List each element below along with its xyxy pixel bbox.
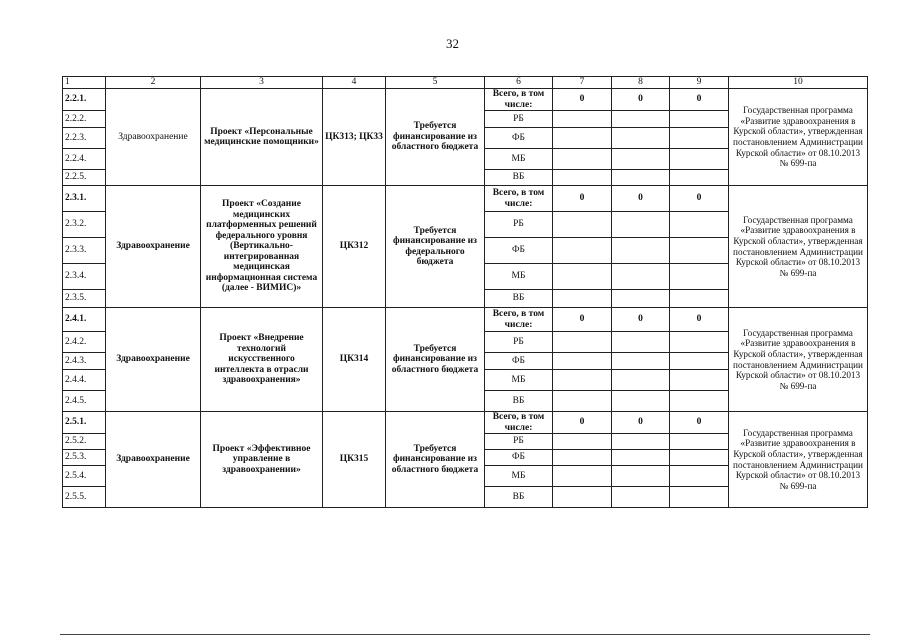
value-cell (553, 370, 612, 391)
source-cell: ФБ (485, 238, 553, 264)
row-index: 2.4.3. (63, 353, 106, 370)
value-cell (612, 353, 670, 370)
row-index: 2.3.4. (63, 264, 106, 290)
value-cell (553, 111, 612, 128)
value-cell (553, 391, 612, 412)
row-index: 2.5.2. (63, 434, 106, 450)
row-index: 2.5.5. (63, 487, 106, 508)
value-cell (553, 264, 612, 290)
column-number: 5 (386, 77, 485, 89)
project-cell: Проект «Создание медицинских платформенных решений федерального уровня (Вертикально-интегрированная медицинская информационная система (далее - ВИМИС)» (201, 186, 323, 308)
source-cell: РБ (485, 212, 553, 238)
value-cell (553, 466, 612, 487)
row-index: 2.4.1. (63, 308, 106, 332)
table-row (63, 412, 868, 434)
value-cell (553, 212, 612, 238)
column-number: 1 (63, 77, 106, 89)
basis-cell: Государственная программа «Развитие здравоохранения в Курской области», утвержденная постановлением Администрации Курской области» от 08.10.2013 № 699-па (729, 89, 868, 186)
value-cell (670, 353, 729, 370)
row-index: 2.4.2. (63, 332, 106, 353)
value-cell: 0 (612, 412, 670, 434)
row-index: 2.2.1. (63, 89, 106, 111)
source-cell: ФБ (485, 353, 553, 370)
bottom-rule (60, 634, 870, 635)
source-cell: ФБ (485, 128, 553, 149)
column-number: 4 (323, 77, 386, 89)
financing-cell: Требуется финансирование из областного бюджета (386, 89, 485, 186)
sphere-cell: Здравоохранение (106, 412, 201, 508)
row-index: 2.4.5. (63, 391, 106, 412)
value-cell: 0 (670, 186, 729, 212)
value-cell (670, 370, 729, 391)
column-number: 7 (553, 77, 612, 89)
value-cell (553, 128, 612, 149)
value-cell: 0 (670, 89, 729, 111)
value-cell (612, 238, 670, 264)
value-cell: 0 (553, 186, 612, 212)
header-row (63, 77, 868, 89)
column-number: 10 (729, 77, 868, 89)
value-cell (553, 487, 612, 508)
row-index: 2.5.4. (63, 466, 106, 487)
value-cell (612, 128, 670, 149)
row-index: 2.5.3. (63, 450, 106, 466)
value-cell (670, 170, 729, 186)
column-number: 9 (670, 77, 729, 89)
column-number: 6 (485, 77, 553, 89)
source-cell: Всего, в том числе: (485, 89, 553, 111)
value-cell: 0 (670, 308, 729, 332)
source-cell: ВБ (485, 487, 553, 508)
code-cell: ЦК313; ЦК33 (323, 89, 386, 186)
row-index: 2.2.4. (63, 149, 106, 170)
sphere-cell: Здравоохранение (106, 186, 201, 308)
column-number: 3 (201, 77, 323, 89)
basis-cell: Государственная программа «Развитие здравоохранения в Курской области», утвержденная постановлением Администрации Курской области» от 08.10.2013 № 699-па (729, 308, 868, 412)
table-row (63, 308, 868, 332)
project-cell: Проект «Персональные медицинские помощники» (201, 89, 323, 186)
value-cell: 0 (612, 308, 670, 332)
row-index: 2.2.5. (63, 170, 106, 186)
value-cell (553, 238, 612, 264)
value-cell: 0 (553, 89, 612, 111)
source-cell: ВБ (485, 391, 553, 412)
source-cell: МБ (485, 264, 553, 290)
financing-cell: Требуется финансирование из областного бюджета (386, 308, 485, 412)
row-index: 2.3.2. (63, 212, 106, 238)
basis-cell: Государственная программа «Развитие здравоохранения в Курской области», утвержденная постановлением Администрации Курской области» от 08.10.2013 № 699-па (729, 186, 868, 308)
value-cell (612, 466, 670, 487)
source-cell: Всего, в том числе: (485, 308, 553, 332)
value-cell (670, 264, 729, 290)
sphere-cell: Здравоохранение (106, 89, 201, 186)
value-cell (553, 434, 612, 450)
table-row (63, 186, 868, 212)
value-cell (553, 170, 612, 186)
source-cell: РБ (485, 434, 553, 450)
source-cell: РБ (485, 332, 553, 353)
financing-cell: Требуется финансирование из федерального бюджета (386, 186, 485, 308)
financing-cell: Требуется финансирование из областного бюджета (386, 412, 485, 508)
source-cell: ФБ (485, 450, 553, 466)
value-cell (612, 370, 670, 391)
source-cell: РБ (485, 111, 553, 128)
value-cell (553, 353, 612, 370)
value-cell (553, 450, 612, 466)
value-cell (670, 111, 729, 128)
value-cell: 0 (553, 412, 612, 434)
value-cell (553, 149, 612, 170)
value-cell (612, 391, 670, 412)
source-cell: ВБ (485, 290, 553, 308)
value-cell: 0 (612, 186, 670, 212)
value-cell (612, 434, 670, 450)
value-cell (612, 332, 670, 353)
column-number: 8 (612, 77, 670, 89)
value-cell (670, 149, 729, 170)
value-cell (670, 238, 729, 264)
value-cell (670, 434, 729, 450)
source-cell: МБ (485, 466, 553, 487)
value-cell (553, 290, 612, 308)
table-row (63, 89, 868, 111)
value-cell: 0 (553, 308, 612, 332)
source-cell: Всего, в том числе: (485, 412, 553, 434)
value-cell (612, 149, 670, 170)
source-cell: Всего, в том числе: (485, 186, 553, 212)
sphere-cell: Здравоохранение (106, 308, 201, 412)
value-cell (670, 391, 729, 412)
project-cell: Проект «Внедрение технологий искусственного интеллекта в отрасли здравоохранения» (201, 308, 323, 412)
page-number: 32 (446, 36, 459, 51)
value-cell (670, 290, 729, 308)
code-cell: ЦК312 (323, 186, 386, 308)
source-cell: МБ (485, 149, 553, 170)
source-cell: МБ (485, 370, 553, 391)
project-cell: Проект «Эффективное управление в здравоохранении» (201, 412, 323, 508)
value-cell (612, 212, 670, 238)
value-cell (670, 466, 729, 487)
row-index: 2.3.5. (63, 290, 106, 308)
program-table (62, 76, 868, 508)
column-number: 2 (106, 77, 201, 89)
row-index: 2.4.4. (63, 370, 106, 391)
row-index: 2.5.1. (63, 412, 106, 434)
value-cell (670, 212, 729, 238)
value-cell (612, 450, 670, 466)
value-cell (553, 332, 612, 353)
value-cell: 0 (670, 412, 729, 434)
value-cell (612, 290, 670, 308)
value-cell (670, 487, 729, 508)
row-index: 2.2.2. (63, 111, 106, 128)
code-cell: ЦК314 (323, 308, 386, 412)
code-cell: ЦК315 (323, 412, 386, 508)
value-cell (670, 128, 729, 149)
row-index: 2.2.3. (63, 128, 106, 149)
value-cell (670, 332, 729, 353)
value-cell (612, 170, 670, 186)
value-cell (612, 111, 670, 128)
source-cell: ВБ (485, 170, 553, 186)
basis-cell: Государственная программа «Развитие здравоохранения в Курской области», утвержденная постановлением Администрации Курской области» от 08.10.2013 № 699-па (729, 412, 868, 508)
value-cell (612, 264, 670, 290)
value-cell: 0 (612, 89, 670, 111)
value-cell (612, 487, 670, 508)
row-index: 2.3.1. (63, 186, 106, 212)
value-cell (670, 450, 729, 466)
row-index: 2.3.3. (63, 238, 106, 264)
